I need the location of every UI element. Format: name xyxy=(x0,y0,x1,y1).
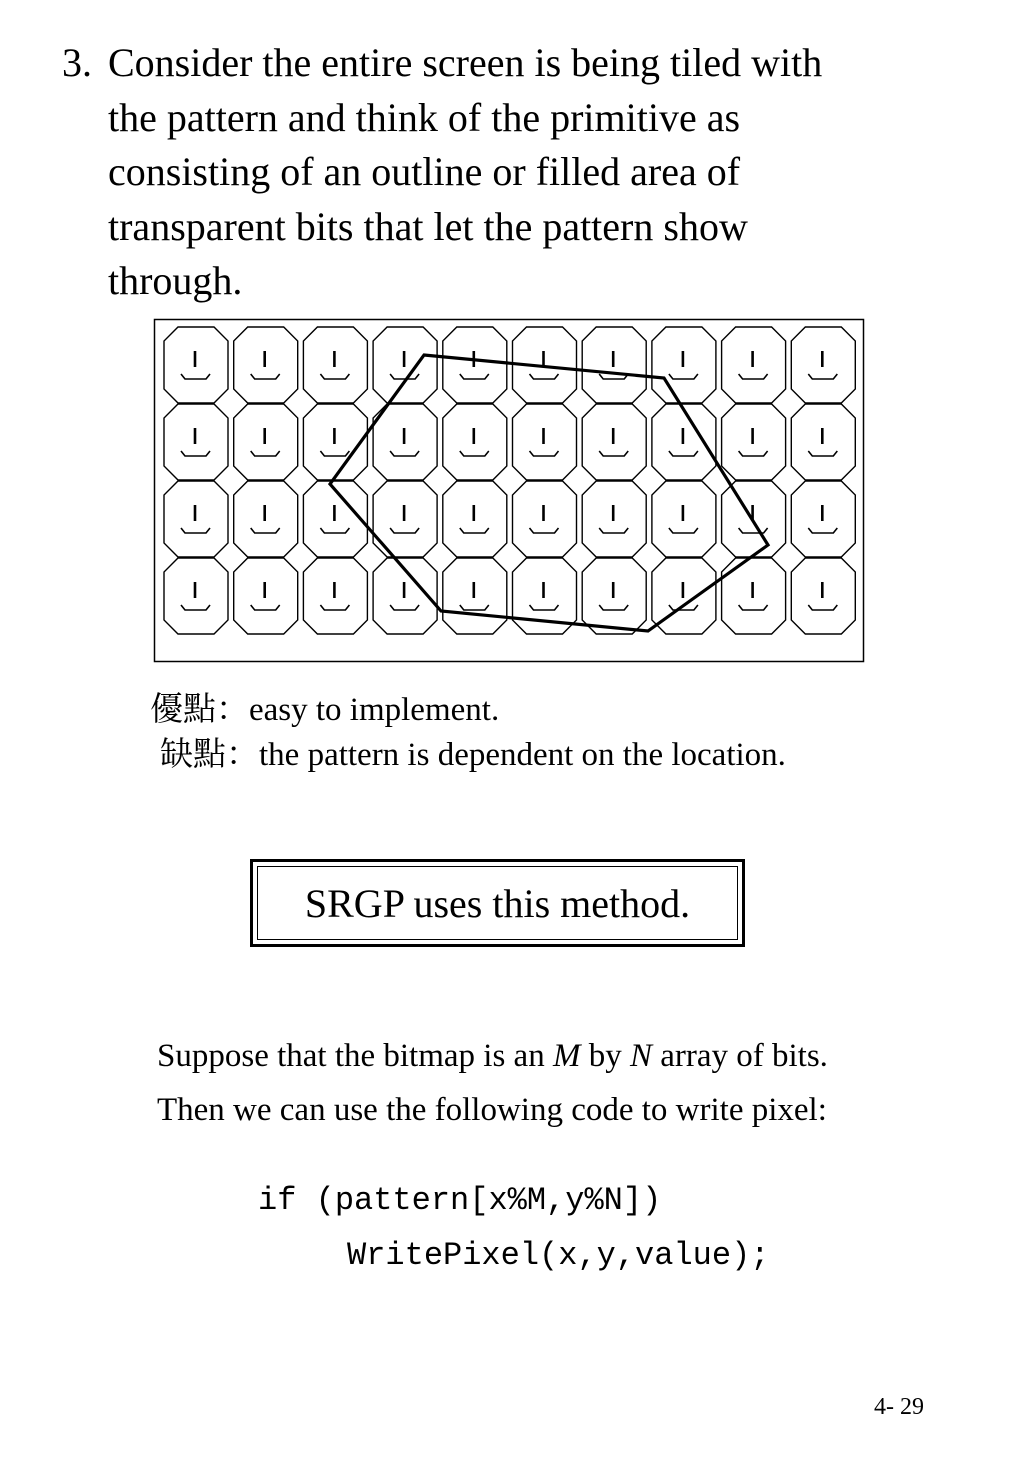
smiley-octagon-icon xyxy=(722,481,786,557)
smiley-octagon-icon xyxy=(652,327,716,403)
smiley-octagon-icon xyxy=(791,404,855,480)
pros-line xyxy=(150,690,499,730)
smiley-octagon-icon xyxy=(443,404,507,480)
smiley-octagon-icon xyxy=(513,404,577,480)
smiley-octagon-icon xyxy=(164,404,228,480)
callout-text: SRGP uses this method. xyxy=(257,866,738,940)
smiley-octagon-icon xyxy=(234,404,298,480)
pros-label: 優點： xyxy=(150,692,249,728)
item-line: consisting of an outline or filled area of xyxy=(108,149,741,194)
smiley-octagon-icon xyxy=(164,327,228,403)
smiley-octagon-icon xyxy=(513,481,577,557)
smiley-octagon-icon xyxy=(373,481,437,557)
tile-grid xyxy=(164,327,855,634)
smiley-octagon-icon xyxy=(373,558,437,634)
hexagon-outline xyxy=(330,355,768,631)
cons-label: 缺點： xyxy=(160,737,259,773)
pros-text: easy to implement. xyxy=(249,692,500,728)
paragraph-line-1 xyxy=(157,1036,828,1076)
paragraph-line-2: Then we can use the following code to write pixel: xyxy=(157,1092,827,1128)
smiley-octagon-icon xyxy=(443,481,507,557)
item-line: the pattern and think of the primitive as xyxy=(108,94,741,140)
figure-frame xyxy=(155,320,864,662)
item-text xyxy=(108,36,968,309)
smiley-octagon-icon xyxy=(582,558,646,634)
smiley-octagon-icon xyxy=(303,404,367,480)
smiley-octagon-icon xyxy=(582,404,646,480)
smiley-octagon-icon xyxy=(303,327,367,403)
smiley-octagon-icon xyxy=(791,481,855,557)
page-number: 4- 29 xyxy=(874,1394,924,1420)
smiley-octagon-icon xyxy=(164,558,228,634)
smiley-octagon-icon xyxy=(513,558,577,634)
smiley-octagon-icon xyxy=(164,481,228,557)
smiley-octagon-icon xyxy=(234,481,298,557)
smiley-octagon-icon xyxy=(513,327,577,403)
callout-box xyxy=(250,859,745,947)
para-text: Suppose that the bitmap is an xyxy=(157,1038,553,1074)
smiley-octagon-icon xyxy=(373,327,437,403)
var-n: N xyxy=(629,1038,652,1074)
smiley-octagon-icon xyxy=(303,558,367,634)
smiley-octagon-icon xyxy=(722,558,786,634)
smiley-octagon-icon xyxy=(722,404,786,480)
smiley-octagon-icon xyxy=(373,404,437,480)
smiley-octagon-icon xyxy=(303,481,367,557)
item-line: Consider the entire screen is being tiled with xyxy=(108,40,823,85)
smiley-octagon-icon xyxy=(582,481,646,557)
para-text: by xyxy=(580,1038,630,1074)
smiley-octagon-icon xyxy=(722,327,786,403)
item-line: through. xyxy=(108,258,243,303)
item-number: 3. xyxy=(62,40,92,85)
smiley-octagon-icon xyxy=(791,558,855,634)
smiley-octagon-icon xyxy=(652,558,716,634)
smiley-octagon-icon xyxy=(791,327,855,403)
smiley-octagon-icon xyxy=(234,558,298,634)
smiley-octagon-icon xyxy=(582,327,646,403)
cons-line xyxy=(160,735,786,775)
smiley-octagon-icon xyxy=(652,481,716,557)
smiley-octagon-icon xyxy=(443,558,507,634)
smiley-octagon-icon xyxy=(234,327,298,403)
para-text: array of bits. xyxy=(651,1038,828,1074)
var-m: M xyxy=(552,1038,581,1074)
code-line-1: if (pattern[x%M,y%N]) xyxy=(258,1182,662,1219)
cons-text: the pattern is dependent on the location. xyxy=(259,737,786,773)
smiley-octagon-icon xyxy=(443,327,507,403)
smiley-octagon-icon xyxy=(652,404,716,480)
item-line: transparent bits that let the pattern show xyxy=(108,203,748,249)
code-line-2: WritePixel(x,y,value); xyxy=(347,1237,770,1274)
